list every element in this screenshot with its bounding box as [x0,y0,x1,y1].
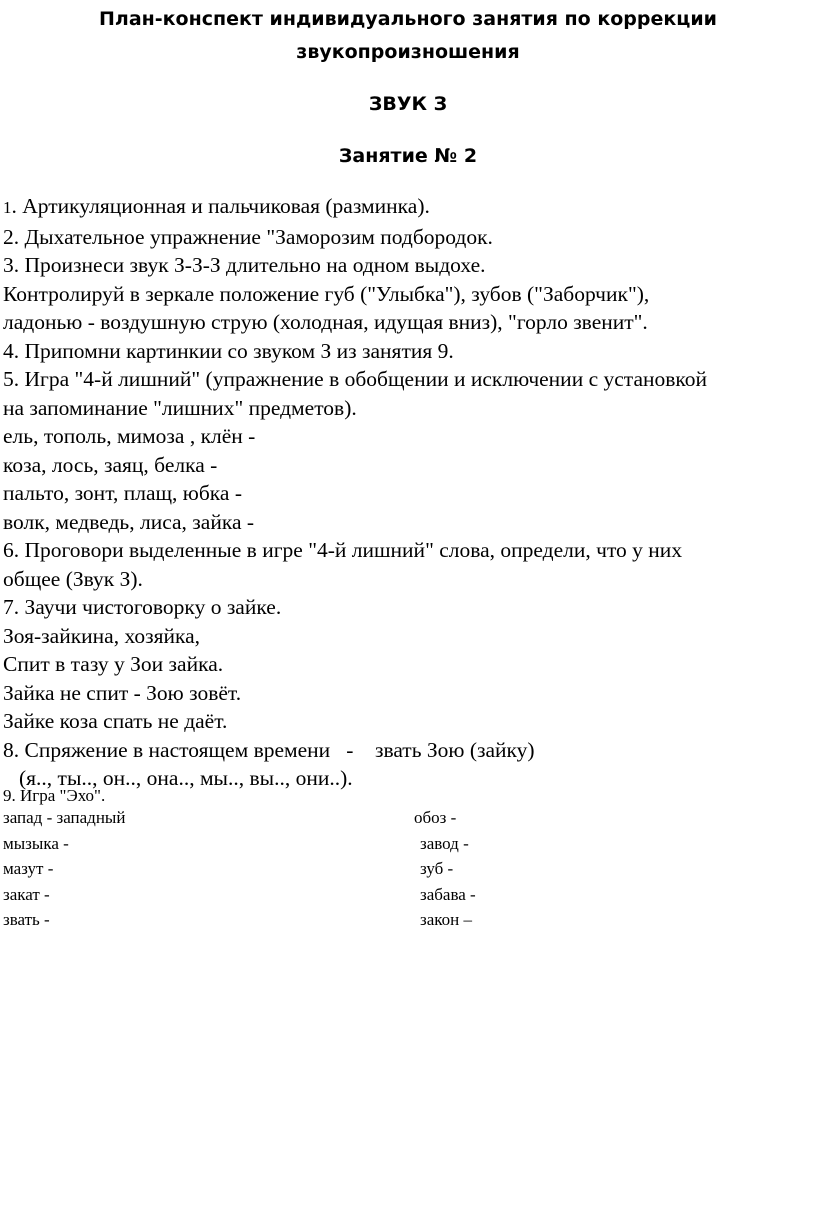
game-row: коза, лось, заяц, белка - [3,452,218,477]
echo-right-word: завод - [420,833,469,853]
step-8-line-2: (я.., ты.., он.., она.., мы.., вы.., они..). [19,766,353,790]
lesson-heading: Занятие № 2 [338,145,478,167]
echo-right-word: зуб - [420,859,454,878]
echo-left-word: закат - [3,884,50,904]
echo-row [3,885,603,911]
echo-row [3,808,603,834]
page-title-line-2: звукопроизношения [296,41,520,63]
echo-left-word: звать - [3,910,50,929]
step-9: 9. Игра "Эхо". [3,786,106,805]
step-6-line-1: 6. Проговори выделенные в игре "4-й лишний" слова, определи, что у них [3,538,683,562]
step-3-line-2: Контролируй в зеркале положение губ ("Улыбка"), зубов ("Заборчик"), [3,281,650,306]
echo-row [3,834,603,860]
echo-row [3,910,603,936]
poem-line: Зоя-зайкина, хозяйка, [3,623,201,648]
poem-line: Зайка не спит - Зою зовёт. [3,680,242,705]
step-6-line-2: общее (Звук З). [3,566,143,591]
game-row: волк, медведь, лиса, зайка - [3,509,255,534]
game-row: пальто, зонт, плащ, юбка - [3,481,242,505]
step-8-line-1: 8. Спряжение в настоящем времени - звать Зою (зайку) [3,737,535,762]
echo-left-word: мызыка - [3,833,69,853]
step-7: 7. Заучи чистоговорку о зайке. [3,595,282,619]
echo-row [3,859,603,885]
step-2: 2. Дыхательное упражнение "Заморозим подбородок. [3,224,493,249]
step-5-line-2: на запоминание "лишних" предметов). [3,395,357,420]
step-4: 4. Припомни картинкии со звуком З из занятия 9. [3,338,454,363]
step-3-line-3: ладонью - воздушную струю (холодная, идущая вниз), "горло звенит". [3,310,648,334]
lesson-steps [3,192,813,793]
step-1 [3,192,813,223]
page-title-line-1: План-конспект индивидуального занятия по коррекции [99,8,717,30]
poem-line: Спит в тазу у Зои зайка. [3,652,224,676]
echo-right-word: забава - [420,884,476,904]
echo-word-table [3,808,603,936]
step-5-line-1: 5. Игра "4-й лишний" (упражнение в обобщении и исключении с установкой [3,367,707,391]
echo-right-word: обоз - [414,808,457,827]
echo-left-word: мазут - [3,859,54,878]
echo-left-word: запад - западный [3,808,126,827]
step-1-number: 1 [3,198,12,217]
step-3-line-1: 3. Произнеси звук З-З-З длительно на одном выдохе. [3,253,486,277]
game-row: ель, тополь, мимоза , клён - [3,424,256,448]
poem-line: Зайке коза спать не даёт. [3,709,228,733]
step-1-text: . Артикуляционная и пальчиковая (разминка). [11,194,430,218]
sound-heading: ЗВУК З [368,93,448,115]
echo-right-word: закон – [420,910,473,929]
